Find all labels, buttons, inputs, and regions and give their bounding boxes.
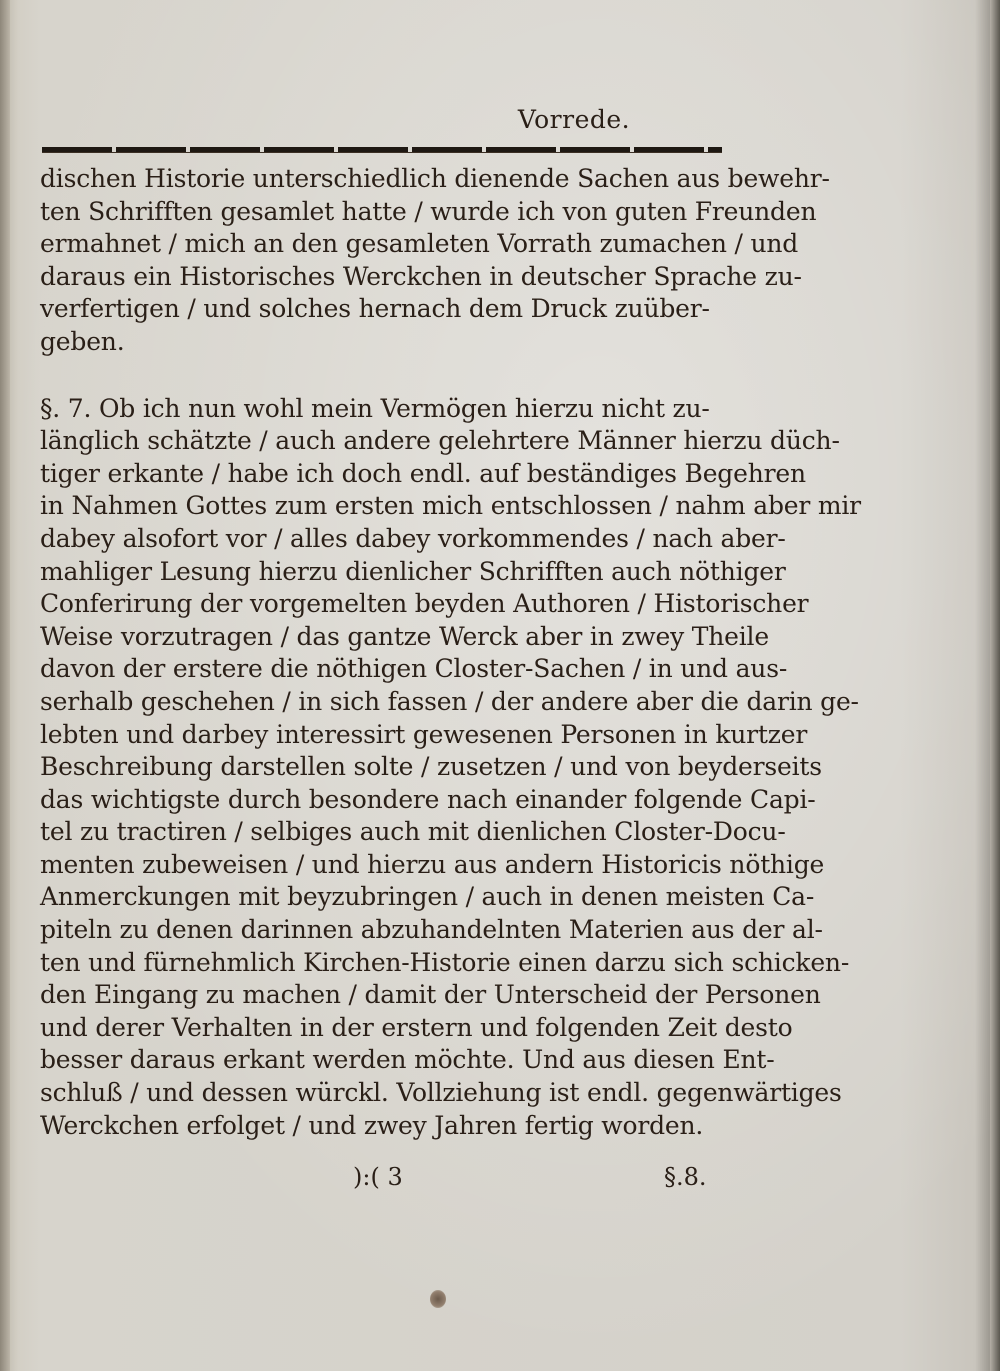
text-line: dischen Historie unterschiedlich dienende Sachen aus bewehr- bbox=[40, 164, 830, 193]
text-line: Beschreibung darstellen solte / zusetzen / und von beyderseits bbox=[40, 752, 822, 782]
text-line: tel zu tractiren / selbiges auch mit dienlichen Closter-Docu- bbox=[40, 817, 786, 847]
text-line: tiger erkante / habe ich doch endl. auf beständiges Begehren bbox=[40, 458, 806, 488]
paper-stain bbox=[430, 1290, 446, 1308]
text-line: in Nahmen Gottes zum ersten mich entschlossen / nahm aber mir bbox=[40, 491, 861, 521]
text-line: das wichtigste durch besondere nach einander folgende Capi- bbox=[40, 784, 816, 814]
text-line: schluß / und dessen würckl. Vollziehung ist endl. gegenwärtiges bbox=[40, 1078, 842, 1108]
text-line: menten zubeweisen / und hierzu aus andern Historicis nöthige bbox=[40, 849, 825, 879]
paragraph-gap bbox=[40, 359, 730, 393]
text-line: davon der erstere die nöthigen Closter-Sachen / in und aus- bbox=[40, 654, 788, 684]
text-line: piteln zu denen darinnen abzuhandelnten Materien aus der al- bbox=[40, 915, 823, 945]
text-line: lebten und darbey interessirt gewesenen Personen in kurtzer bbox=[40, 719, 808, 749]
header-rule bbox=[42, 147, 722, 153]
paragraph-2 bbox=[40, 393, 861, 1143]
running-header-title: Vorrede. bbox=[517, 105, 631, 134]
text-line: verfertigen / und solches hernach dem Druck zuüber- bbox=[40, 294, 710, 324]
running-header bbox=[0, 105, 880, 134]
text-line: mahliger Lesung hierzu dienlicher Schrifften auch nöthiger bbox=[40, 556, 786, 586]
page-edge-left bbox=[0, 0, 10, 1371]
text-line: ten und fürnehmlich Kirchen-Historie einen darzu sich schicken- bbox=[40, 947, 850, 977]
page-edge-right bbox=[990, 0, 1000, 1371]
text-line: und derer Verhalten in der erstern und folgenden Zeit desto bbox=[40, 1012, 793, 1042]
catchword: §.8. bbox=[664, 1163, 707, 1191]
text-line: dabey alsofort vor / alles dabey vorkommendes / nach aber- bbox=[40, 523, 786, 553]
text-line: ermahnet / mich an den gesamleten Vorrath zumachen / und bbox=[40, 229, 799, 259]
text-line: daraus ein Historisches Werckchen in deutscher Sprache zu- bbox=[40, 261, 802, 291]
text-line: Anmerckungen mit beyzubringen / auch in denen meisten Ca- bbox=[40, 882, 815, 912]
text-line: geben. bbox=[40, 326, 125, 356]
body-text bbox=[40, 163, 861, 1142]
text-line: Weise vorzutragen / das gantze Werck aber in zwey Theile bbox=[40, 621, 769, 651]
text-line: serhalb geschehen / in sich fassen / der andere aber die darin ge- bbox=[40, 686, 859, 716]
text-line: ten Schrifften gesamlet hatte / wurde ich von guten Freunden bbox=[40, 196, 817, 226]
text-line: besser daraus erkant werden möchte. Und aus diesen Ent- bbox=[40, 1045, 775, 1075]
text-line: länglich schätzte / auch andere gelehrtere Männer hierzu düch- bbox=[40, 426, 840, 456]
text-line: Werckchen erfolget / und zwey Jahren fertig worden. bbox=[40, 1110, 704, 1140]
paragraph-1 bbox=[40, 163, 830, 359]
text-line: §. 7. Ob ich nun wohl mein Vermögen hierzu nicht zu- bbox=[40, 393, 710, 423]
text-line: Conferirung der vorgemelten beyden Authoren / Historischer bbox=[40, 589, 809, 619]
signature-mark: ):( 3 bbox=[353, 1163, 403, 1191]
text-line: den Eingang zu machen / damit der Unterscheid der Personen bbox=[40, 980, 821, 1010]
